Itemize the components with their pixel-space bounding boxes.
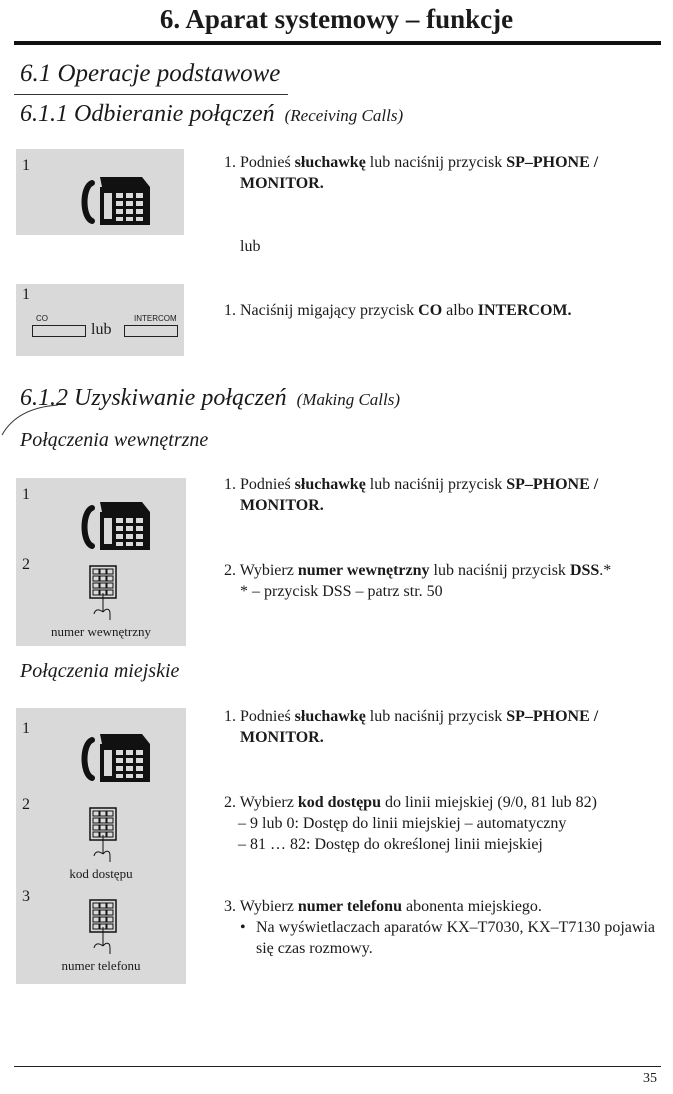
internal-number-caption: numer wewnętrzny — [51, 624, 151, 639]
page-number: 35 — [643, 1071, 657, 1086]
external-step2-text — [224, 792, 664, 855]
text-bold: INTERCOM. — [477, 302, 572, 319]
text-fragment: 2. Wybierz — [224, 794, 298, 811]
internal-step2-text — [224, 560, 664, 602]
text-fragment: 1. Podnieś — [224, 708, 295, 725]
text-fragment: albo — [442, 302, 478, 319]
receiving-button-text — [224, 300, 654, 321]
subsection-making-title — [20, 385, 400, 412]
keypad-icon — [86, 564, 122, 622]
dss-footnote: * – przycisk DSS – patrz str. 50 — [240, 583, 443, 600]
text-fragment: 1. Naciśnij migający przycisk — [224, 302, 419, 319]
internal-illustration — [16, 478, 186, 646]
access-code-option-2: – 81 … 82: Dostęp do określonej linii miejskiej — [238, 836, 543, 853]
text-bold: SP–PHONE / MONITOR. — [240, 476, 599, 514]
phone-number-caption: numer telefonu — [61, 958, 141, 973]
text-bold: słuchawkę — [294, 154, 366, 171]
internal-calls-heading: Połączenia wewnętrzne — [20, 429, 209, 451]
text-bold: SP–PHONE / MONITOR. — [240, 708, 599, 746]
text-fragment: lub naciśnij przycisk — [429, 562, 570, 579]
external-step1-text — [224, 706, 660, 748]
subsection-receiving-subtitle: (Receiving Calls) — [284, 106, 404, 125]
text-fragment: do linii miejskiej (9/0, 81 lub 82) — [380, 794, 597, 811]
text-fragment: abonenta miejskiego. — [401, 898, 542, 915]
subsection-receiving-title-text: 6.1.1 Odbieranie połączeń — [20, 101, 275, 127]
step-number: 1 — [22, 157, 30, 174]
keypad-icon — [86, 898, 122, 956]
step-number: 3 — [22, 888, 30, 905]
external-step2-line — [224, 792, 664, 813]
co-label: CO — [36, 314, 48, 323]
subsection-receiving-title — [20, 101, 403, 128]
intercom-button — [124, 325, 178, 337]
text-fragment: 3. Wybierz — [224, 898, 298, 915]
external-calls-heading: Połączenia miejskie — [20, 660, 180, 682]
text-fragment: 1. Podnieś — [224, 476, 295, 493]
access-code-caption: kod dostępu — [69, 866, 133, 881]
chapter-divider — [14, 41, 661, 45]
text-fragment: lub naciśnij przycisk — [365, 154, 507, 171]
text-fragment: 2. Wybierz — [224, 562, 298, 579]
keypad-icon — [86, 806, 122, 864]
subsection-making-title-text: 6.1.2 Uzyskiwanie połączeń — [20, 385, 287, 411]
text-fragment: lub naciśnij przycisk — [365, 708, 507, 725]
step-number: 1 — [22, 486, 30, 503]
external-step3-line — [224, 896, 664, 917]
receiving-step1-text — [224, 152, 660, 194]
section-underline — [14, 94, 288, 95]
external-step3-text — [224, 896, 664, 959]
internal-step1-text — [224, 474, 660, 516]
footer-divider — [14, 1066, 661, 1067]
receiving-button-illustration — [16, 284, 184, 356]
chapter-title: 6. Aparat systemowy – funkcje — [159, 4, 514, 34]
co-button — [32, 325, 86, 337]
text-bold: słuchawkę — [294, 476, 366, 493]
intercom-label: INTERCOM — [134, 314, 177, 323]
telephone-icon — [78, 173, 154, 229]
display-note-text: Na wyświetlaczach aparatów KX–T7030, KX–T7130 pojawia się czas rozmowy. — [256, 919, 655, 957]
internal-step2-line — [224, 560, 664, 581]
telephone-icon — [78, 498, 154, 554]
text-bold: numer wewnętrzny — [297, 562, 430, 579]
access-code-option-1: – 9 lub 0: Dostęp do linii miejskiej – automatyczny — [238, 815, 567, 832]
telephone-icon — [78, 730, 154, 786]
step-number: 2 — [22, 556, 30, 573]
step-number: 1 — [22, 720, 30, 737]
receiving-handset-illustration — [16, 149, 184, 235]
or-separator: lub — [240, 238, 261, 255]
text-fragment: lub naciśnij przycisk — [365, 476, 507, 493]
text-bold: CO — [418, 302, 443, 319]
text-fragment: .* — [599, 562, 612, 579]
subsection-making-subtitle: (Making Calls) — [296, 390, 401, 409]
section-title: 6.1 Operacje podstawowe — [20, 60, 281, 87]
text-bold: kod dostępu — [297, 794, 381, 811]
text-bold: DSS — [569, 562, 600, 579]
lub-label: lub — [91, 321, 112, 338]
step-number: 1 — [22, 286, 30, 303]
bullet-icon: • — [240, 919, 246, 936]
step-number: 2 — [22, 796, 30, 813]
external-illustration — [16, 708, 186, 984]
text-bold: numer telefonu — [297, 898, 402, 915]
text-bold: słuchawkę — [294, 708, 366, 725]
text-fragment: 1. Podnieś — [224, 154, 295, 171]
display-note — [224, 917, 664, 959]
text-bold: SP–PHONE / MONITOR. — [240, 154, 599, 192]
